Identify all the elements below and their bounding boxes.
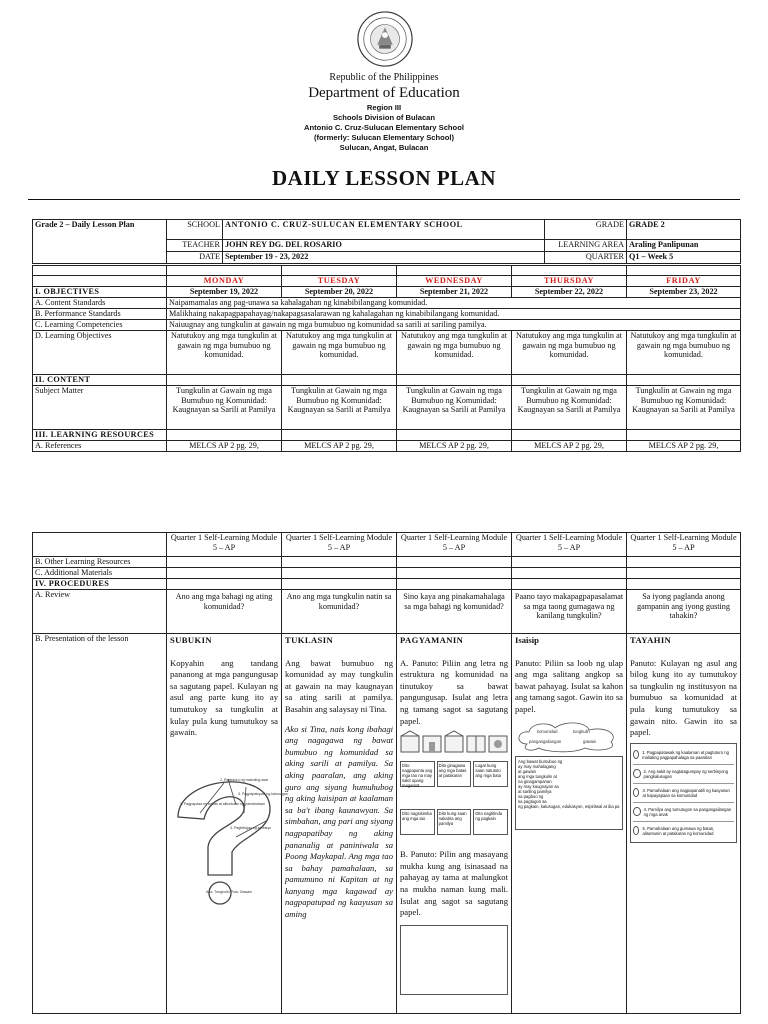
date-tuesday: September 20, 2022: [282, 287, 397, 298]
wednesday-instructions: A. Panuto: Piliin ang letra ng estruktura ng komunidad na tinutukoy sa bawat pangungusap. Isulat ang letra ng tamang sagot sa sagutang papel.: [400, 657, 508, 726]
grade-label: GRADE: [545, 220, 627, 240]
grade-value: GRADE 2: [627, 220, 741, 240]
lesson-plan-table-top: [32, 219, 741, 264]
subject-thursday: Tungkulin at Gawain ng mga Bumubuo ng Komunidad: Kaugnayan sa Sarili at Pamilya: [512, 386, 627, 430]
subject-friday: Tungkulin at Gawain ng mga Bumubuo ng Komunidad: Kaugnayan sa Sarili at Pamilya: [627, 386, 741, 430]
tuesday-story: Ako si Tina, nais kong ibahagi ang nagagawa ng bawat bumubuo ng komunidad sa aking sarili at pamilya. Sa aking paaralan, ang aking guro ang siyang humuhubog ng aking kaisipan at kaalaman sa ba't ibang kaunawyan. Sa simbahan, ang pari ang siyang nagpapatibay ng aking pananalig at paniniwala sa Poong Maykapal. Ang mga tao sa bahay pamahalaan, sa pamumuno ni Kapitan at ng kanyang mga kagawad ay nagpapatupad ng kaayusan sa aming: [285, 723, 393, 920]
pag-item-1: Dito nagpapunta ang mga tao na may sakit upang magamot: [400, 761, 435, 787]
department-text: Department of Education: [308, 85, 460, 101]
region-text: Region III: [366, 103, 402, 112]
review-label: A. Review: [33, 590, 167, 634]
question-mark-illustration: [170, 757, 288, 907]
performance-standards-value: Malikhaing nakapagpapahayag/nakapagsasalarawan ng kahalagahan ng kinabibilangang komunidad.: [167, 309, 741, 320]
references-label: A. References: [33, 441, 167, 452]
date-value: September 19 - 23, 2022: [223, 252, 545, 264]
objective-monday: Natutukoy ang mga tungkulin at gawain ng mga bumubuo ng komunidad.: [167, 331, 282, 375]
day-header-monday: MONDAY: [167, 276, 282, 287]
competencies-label: C. Learning Competencies: [33, 320, 167, 331]
review-wednesday: Sino kaya ang pinakamahalaga sa mga bahagi ng komunidad?: [397, 590, 512, 634]
day-header-friday: FRIDAY: [627, 276, 741, 287]
date-wednesday: September 21, 2022: [397, 287, 512, 298]
cloud-word-1: komunidad: [537, 728, 558, 734]
cloud-word-4: gawain: [583, 738, 597, 744]
isaisip-line-4: ang mga tungkulin at: [518, 773, 557, 779]
module-tuesday: Quarter 1 Self-Learning Module 5 – AP: [282, 533, 397, 557]
reference-tuesday: MELCS AP 2 pg. 29,: [282, 441, 397, 452]
review-friday: Sa iyong paglanda anong gampanin ang iyong gusting tahakin?: [627, 590, 741, 634]
objective-friday: Natutukoy ang mga tungkulin at gawain ng mga bumubuo ng komunidad.: [627, 331, 741, 375]
structures-illustration: [400, 733, 508, 757]
lesson-plan-table-procedures: [32, 532, 741, 1014]
subject-monday: Tungkulin at Gawain ng mga Bumubuo ng Komunidad: Kaugnayan sa Sarili at Pamilya: [167, 386, 282, 430]
monday-activity-title: SUBUKIN: [170, 635, 212, 645]
quarter-value: Q1 – Week 5: [627, 252, 741, 264]
other-resources-label: B. Other Learning Resources: [33, 557, 167, 568]
division-text: Schools Division of Bulacan: [332, 113, 436, 122]
section-procedures: IV. PROCEDURES: [33, 579, 167, 590]
friday-activity-title: TAYAHIN: [630, 635, 672, 645]
monday-instructions: Kopyahin ang tandang pananong at mga pangungusap sa sagutang papel. Kulayan ng asul ang parte kung ito ay tumutukoy sa tungkulin at kulay pula kung tumutukoy sa gawain.: [170, 657, 278, 738]
thursday-instructions: Panuto: Piliin sa loob ng ulap ang mga salitang angkop sa bawat pahayag. Isulat sa kahon ang tamang sagot. Gawin ito sa papel.: [515, 657, 623, 714]
tayahin-item-4: 4. Pamilya ang tumutugon sa pangangailangan ng mga anak: [643, 806, 732, 817]
subject-tuesday: Tungkulin at Gawain ng mga Bumubuo ng Komunidad: Kaugnayan sa Sarili at Pamilya: [282, 386, 397, 430]
header-divider: [28, 199, 740, 200]
performance-standards-label: B. Performance Standards: [33, 309, 167, 320]
isaisip-line-5: na ginagampanan: [518, 778, 552, 784]
reference-monday: MELCS AP 2 pg. 29,: [167, 441, 282, 452]
section-objectives: I. OBJECTIVES: [33, 287, 167, 298]
presentation-label: B. Presentation of the lesson: [33, 634, 167, 1014]
tuesday-instructions: Ang bawat bumubuo ng komunidad ay may tungkulin at gawain na may kaugnayan sa ating sarili at pamilya. Basahin ang salaysay ni Tina.: [285, 657, 393, 714]
answer-circle-icon[interactable]: [633, 826, 639, 835]
isaisip-line-2: ay may mahalagang: [518, 763, 556, 769]
isaisip-worksheet: [515, 756, 623, 830]
date-friday: September 23, 2022: [627, 287, 741, 298]
deped-seal-icon: [356, 10, 414, 68]
objective-tuesday: Natutukoy ang mga tungkulin at gawain ng mga bumubuo ng komunidad.: [282, 331, 397, 375]
date-label: DATE: [167, 252, 223, 264]
school-value: ANTONIO C. CRUZ-SULUCAN ELEMENTARY SCHOOL: [223, 220, 545, 240]
address-text: Sulucan, Angat, Bulacan: [339, 143, 429, 152]
pag-item-5: Dito kung saan nakatira ang pamilya: [437, 809, 472, 835]
question-foot: Ako: Tungkulin Pula: Gawain: [206, 889, 252, 894]
isaisip-line-3: at gawain: [518, 768, 536, 774]
section-resources: III. LEARNING RESOURCES: [33, 430, 167, 441]
answer-circle-icon[interactable]: [633, 807, 641, 816]
answer-circle-icon[interactable]: [633, 769, 641, 778]
area-value: Araling Panlipunan: [627, 240, 741, 252]
answer-circle-icon[interactable]: [633, 788, 639, 797]
content-standards-label: A. Content Standards: [33, 298, 167, 309]
objective-wednesday: Natutukoy ang mga tungkulin at gawain ng mga bumubuo ng komunidad.: [397, 331, 512, 375]
pag-item-4: Dito nagsisimba ang mga tao: [400, 809, 435, 835]
review-monday: Ano ang mga bahagi ng ating komunidad?: [167, 590, 282, 634]
tayahin-item-1: 1. Pagpapatawak ng kaalaman at pagtuturo ng maliating pagpapahalaga sa paaralan: [642, 749, 729, 760]
tayahin-item-5: 5. Pamahalaan ang gumawa ng batas, alituntunin at patakaran ng komunidad: [642, 825, 715, 836]
isaisip-line-6: ay may kaugnayan sa: [518, 783, 559, 789]
subject-wednesday: Tungkulin at Gawain ng mga Bumubuo ng Komunidad: Kaugnayan sa Sarili at Pamilya: [397, 386, 512, 430]
isaisip-line-10: ng pagkain, kalusugan, edukasyon, espiritwal at iba pa: [518, 803, 620, 809]
pag-item-3: Lugar kung saan natututo ang mga bata: [473, 761, 508, 787]
wednesday-activity-title: PAGYAMANIN: [400, 635, 464, 645]
date-monday: September 19, 2022: [167, 287, 282, 298]
tayahin-worksheet: [630, 743, 737, 843]
day-header-thursday: THURSDAY: [512, 276, 627, 287]
friday-instructions: Panuto: Kulayan ng asul ang bilog kung ito ay tumutukoy sa tungkulin ng institusyon na bumubuo sa komunidad at pula kung tumutukoy sa gawain nito. Gawin ito sa papel.: [630, 657, 737, 738]
isaisip-line-9: sa pagtugon sa: [518, 798, 547, 804]
tuesday-activity-title: TUKLASIN: [285, 635, 334, 645]
page-title: DAILY LESSON PLAN: [271, 166, 496, 190]
additional-materials-label: C. Additional Materials: [33, 568, 167, 579]
reference-wednesday: MELCS AP 2 pg. 29,: [397, 441, 512, 452]
module-monday: Quarter 1 Self-Learning Module 5 – AP: [167, 533, 282, 557]
competencies-value: Naiuugnay ang tungkulin at gawain ng mga bumubuo ng komunidad sa sarili at sariling pamilya.: [167, 320, 741, 331]
cloud-word-2: tungkulin: [573, 728, 590, 734]
teacher-label: TEACHER: [167, 240, 223, 252]
lesson-plan-table-objectives: [32, 265, 741, 452]
learning-objectives-label: D. Learning Objectives: [33, 331, 167, 375]
question-label-4: 4. Pagbibigay ng serbisyo: [230, 825, 272, 830]
tayahin-item-2: 2. Ang sakit ay nagtatagumpay ng serbisyong pangkalusugan: [643, 768, 729, 779]
quarter-label: QUARTER: [545, 252, 627, 264]
wednesday-instructions-b: B. Panuto: Pilin ang masayang mukha kung ang isinasaad na pahayag ay tama at malungkot na mukha naman kung mali. Isulat ang sagot sa sagutang papel.: [400, 849, 508, 918]
isaisip-line-1: Ang bawat bumubuo ng: [518, 758, 563, 764]
isaisip-line-7: at sariling pamilya: [518, 788, 552, 794]
reference-friday: MELCS AP 2 pg. 29,: [627, 441, 741, 452]
school-text: Antonio C. Cruz-Sulucan Elementary School: [304, 123, 464, 132]
school-label: SCHOOL: [167, 220, 223, 240]
reference-thursday: MELCS AP 2 pg. 29,: [512, 441, 627, 452]
content-standards-value: Naipamamalas ang pag-unawa sa kahalagahan ng kinabibilangang komunidad.: [167, 298, 741, 309]
day-header-tuesday: TUESDAY: [282, 276, 397, 287]
date-thursday: September 22, 2022: [512, 287, 627, 298]
day-header-wednesday: WEDNESDAY: [397, 276, 512, 287]
review-tuesday: Ano ang mga tungkulin natin sa komunidad?: [282, 590, 397, 634]
question-label-1: 1. Pagpapasa ng bakas at alituntunin ng pamahalaan: [180, 801, 265, 806]
thursday-activity-title: Isaisip: [515, 635, 539, 645]
teacher-value: JOHN REY DG. DEL ROSARIO: [223, 240, 545, 252]
module-wednesday: Quarter 1 Self-Learning Module 5 – AP: [397, 533, 512, 557]
objective-thursday: Natutukoy ang mga tungkulin at gawain ng mga bumubuo ng komunidad.: [512, 331, 627, 375]
review-thursday: Paano tayo makapagpapasalamat sa mga taong gumagawa ng kanilang tungkulin?: [512, 590, 627, 634]
happy-sad-worksheet: [400, 925, 508, 995]
area-label: LEARNING AREA: [545, 240, 627, 252]
subject-matter-label: Subject Matter: [33, 386, 167, 430]
cloud-word-3: pangangailangan: [529, 738, 562, 744]
isaisip-line-8: sa pagbuo ng: [518, 793, 544, 799]
question-label-2: 2. Pagtuturo ng mabuting asal: [220, 777, 268, 782]
module-friday: Quarter 1 Self-Learning Module 5 – AP: [627, 533, 741, 557]
word-cloud-illustration: [515, 722, 623, 752]
tayahin-item-3: 3. Pamahalaan ang nagpapanatili ng kaayusan at kapayapaan sa komunidad: [642, 787, 730, 798]
plan-label: Grade 2 – Daily Lesson Plan: [33, 220, 167, 264]
module-thursday: Quarter 1 Self-Learning Module 5 – AP: [512, 533, 627, 557]
question-label-3: 3. Pagpapatupad ng kalusugan: [238, 791, 288, 796]
formerly-text: (formerly: Sulucan Elementary School): [313, 133, 455, 142]
pag-item-6: Dito nagtitinda ng pagkain: [473, 809, 508, 835]
answer-circle-icon[interactable]: [633, 750, 639, 759]
section-content: II. CONTENT: [33, 375, 167, 386]
republic-text: Republic of the Philippines: [329, 72, 439, 83]
pag-item-2: Dito ginagawa ang mga batas at patakaran: [437, 761, 472, 787]
